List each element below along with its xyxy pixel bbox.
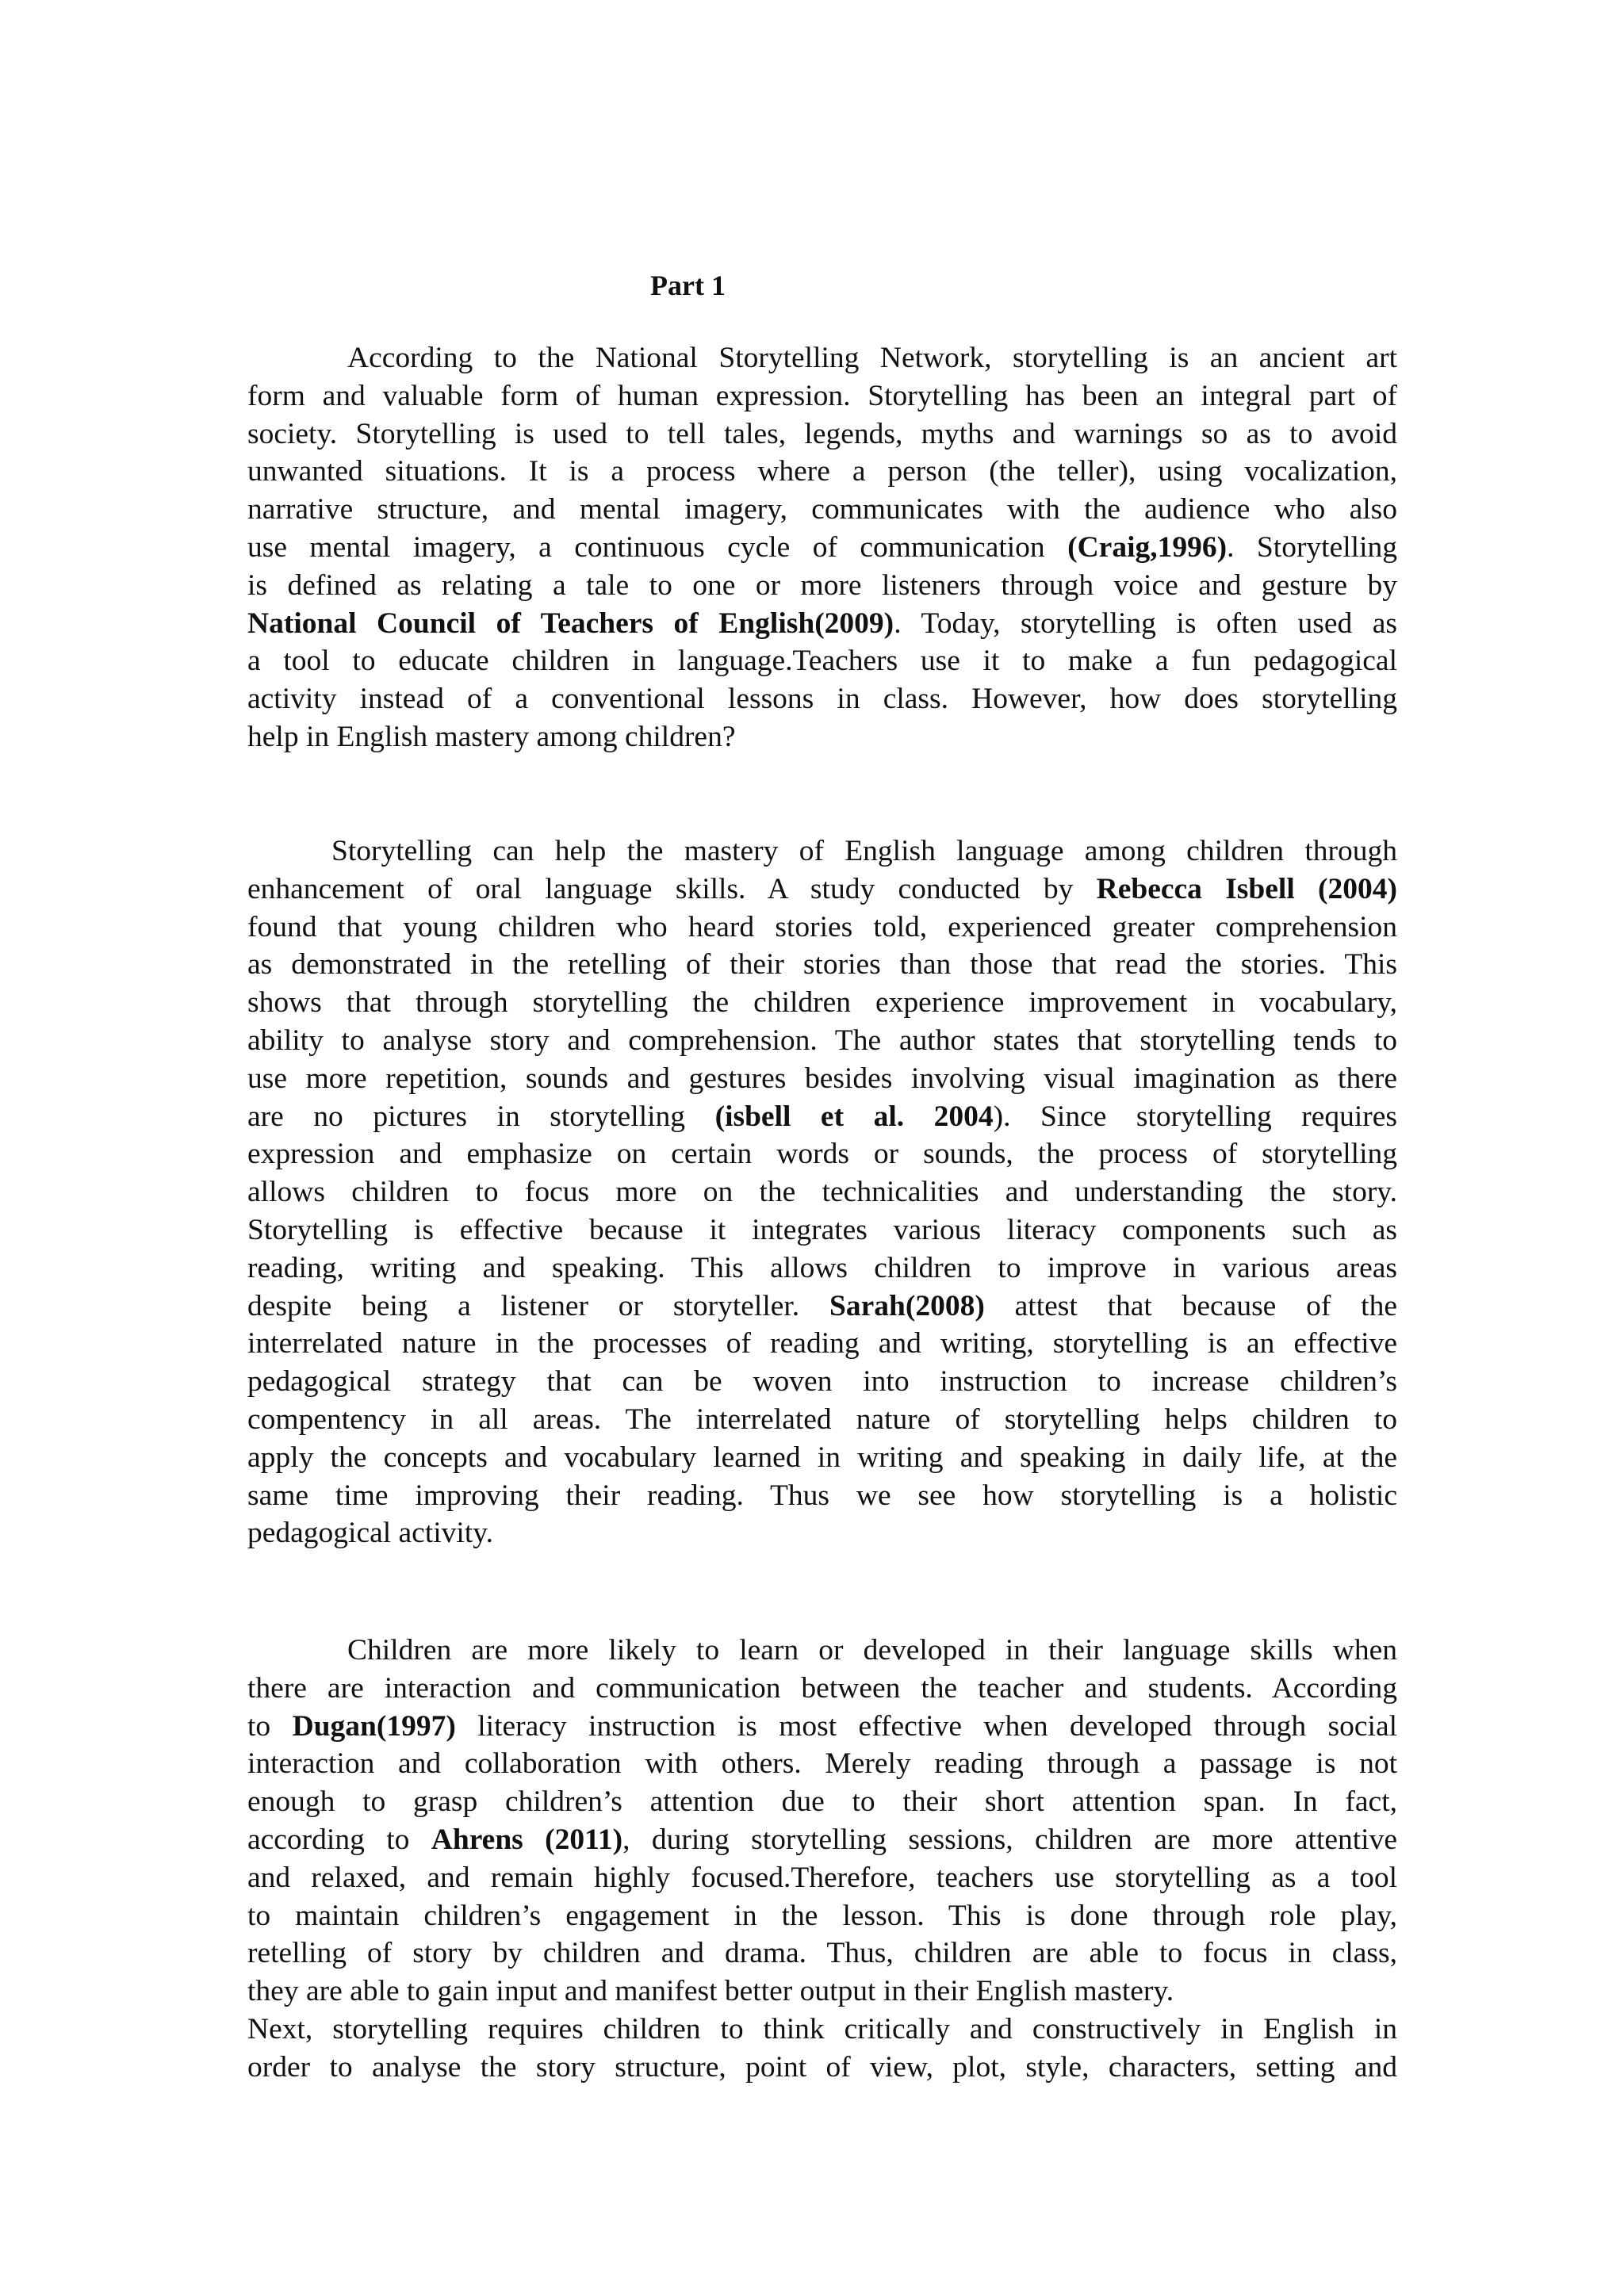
text-line: Children are more likely to learn or developed in their language skills when <box>347 1634 1397 1667</box>
text-line: allows children to focus more on the technicalities and understanding the story. <box>247 1176 1397 1209</box>
text-line: Storytelling is effective because it integrates various literacy components such as <box>247 1213 1397 1246</box>
citation-craig-1996: (Craig,1996) <box>1067 530 1228 564</box>
text-line: National Council of Teachers of English(2009). Today, storytelling is often used as <box>247 607 1398 640</box>
text-line: society. Storytelling is used to tell tales, legends, myths and warnings so as to avoid <box>247 417 1397 450</box>
text-line: use more repetition, sounds and gestures besides involving visual imagination as there <box>247 1062 1397 1095</box>
text-line: and relaxed, and remain highly focused.Therefore, teachers use storytelling as a tool <box>247 1861 1397 1894</box>
text-line: form and valuable form of human expression. Storytelling has been an integral part of <box>247 379 1397 412</box>
text-line: to maintain children’s engagement in the lesson. This is done through role play, <box>247 1899 1397 1932</box>
citation-sarah-2008: Sarah(2008) <box>829 1289 985 1322</box>
text-line: ability to analyse story and comprehension. The author states that storytelling tends to <box>247 1024 1397 1057</box>
text-line: shows that through storytelling the children experience improvement in vocabulary, <box>247 986 1397 1020</box>
text-line: according to Ahrens (2011), during storytelling sessions, children are more attentive <box>247 1823 1397 1856</box>
paragraph-oral-language-skills <box>247 832 1397 1552</box>
citation-ncte-2009: National Council of Teachers of English(2009) <box>247 607 894 640</box>
text-line: interaction and collaboration with others. Merely reading through a passage is not <box>247 1747 1397 1781</box>
text-line: Storytelling can help the mastery of English language among children through <box>331 835 1397 867</box>
text-line: use mental imagery, a continuous cycle of communication (Craig,1996). Storytelling <box>247 530 1397 564</box>
citation-ahrens-2011: Ahrens (2011) <box>431 1823 623 1856</box>
text-line: apply the concepts and vocabulary learned in writing and speaking in daily life, at the <box>247 1441 1397 1474</box>
text-line: retelling of story by children and drama. Thus, children are able to focus in class, <box>247 1937 1397 1970</box>
text-line: is defined as relating a tale to one or more listeners through voice and gesture by <box>247 568 1397 602</box>
text-line: order to analyse the story structure, point of view, plot, style, characters, setting and <box>247 2050 1397 2084</box>
citation-dugan-1997: Dugan(1997) <box>292 1709 456 1743</box>
text-line: activity instead of a conventional lessons in class. However, how does storytelling <box>247 683 1397 716</box>
citation-isbell-et-al-2004: (isbell et al. 2004 <box>714 1100 994 1133</box>
text-line: expression and emphasize on certain words or sounds, the process of storytelling <box>247 1138 1397 1171</box>
citation-isbell-2004: Rebecca Isbell (2004) <box>1096 872 1397 905</box>
text-line: despite being a listener or storyteller. Sarah(2008) attest that because of the <box>247 1289 1397 1322</box>
text-line: are no pictures in storytelling (isbell et al. 2004). Since storytelling requires <box>247 1100 1397 1133</box>
text-line: unwanted situations. It is a process where a person (the teller), using vocalization, <box>247 455 1397 488</box>
text-line: pedagogical activity. <box>247 1517 493 1550</box>
text-line: there are interaction and communication between the teacher and students. According <box>247 1671 1397 1705</box>
text-line: pedagogical strategy that can be woven into instruction to increase children’s <box>247 1365 1397 1399</box>
text-line: interrelated nature in the processes of reading and writing, storytelling is an effective <box>247 1327 1397 1360</box>
text-line: enough to grasp children’s attention due to their short attention span. In fact, <box>247 1785 1397 1819</box>
paragraph-national-storytelling-network <box>247 339 1397 756</box>
text-line: Next, storytelling requires children to think critically and constructively in English in <box>247 2012 1397 2045</box>
text-line: to Dugan(1997) literacy instruction is most effective when developed through social <box>247 1709 1398 1743</box>
text-line: reading, writing and speaking. This allows children to improve in various areas <box>247 1251 1397 1284</box>
text-line: found that young children who heard stories told, experienced greater comprehension <box>247 910 1397 943</box>
text-line: a tool to educate children in language.Teachers use it to make a fun pedagogical <box>247 645 1397 678</box>
text-line: as demonstrated in the retelling of their stories than those that read the stories. This <box>247 948 1397 982</box>
page-heading: Part 1 <box>650 270 726 301</box>
text-line: enhancement of oral language skills. A study conducted by Rebecca Isbell (2004) <box>247 872 1397 905</box>
text-line: help in English mastery among children? <box>247 720 736 753</box>
text-line: same time improving their reading. Thus we see how storytelling is a holistic <box>247 1479 1397 1512</box>
text-line: narrative structure, and mental imagery, communicates with the audience who also <box>247 493 1397 526</box>
text-line: compentency in all areas. The interrelated nature of storytelling helps children to <box>247 1402 1397 1436</box>
text-line: they are able to gain input and manifest better output in their English mastery. <box>247 1975 1174 2008</box>
paragraph-interaction-communication <box>247 1632 1397 2087</box>
text-line: According to the National Storytelling Network, storytelling is an ancient art <box>347 342 1397 374</box>
